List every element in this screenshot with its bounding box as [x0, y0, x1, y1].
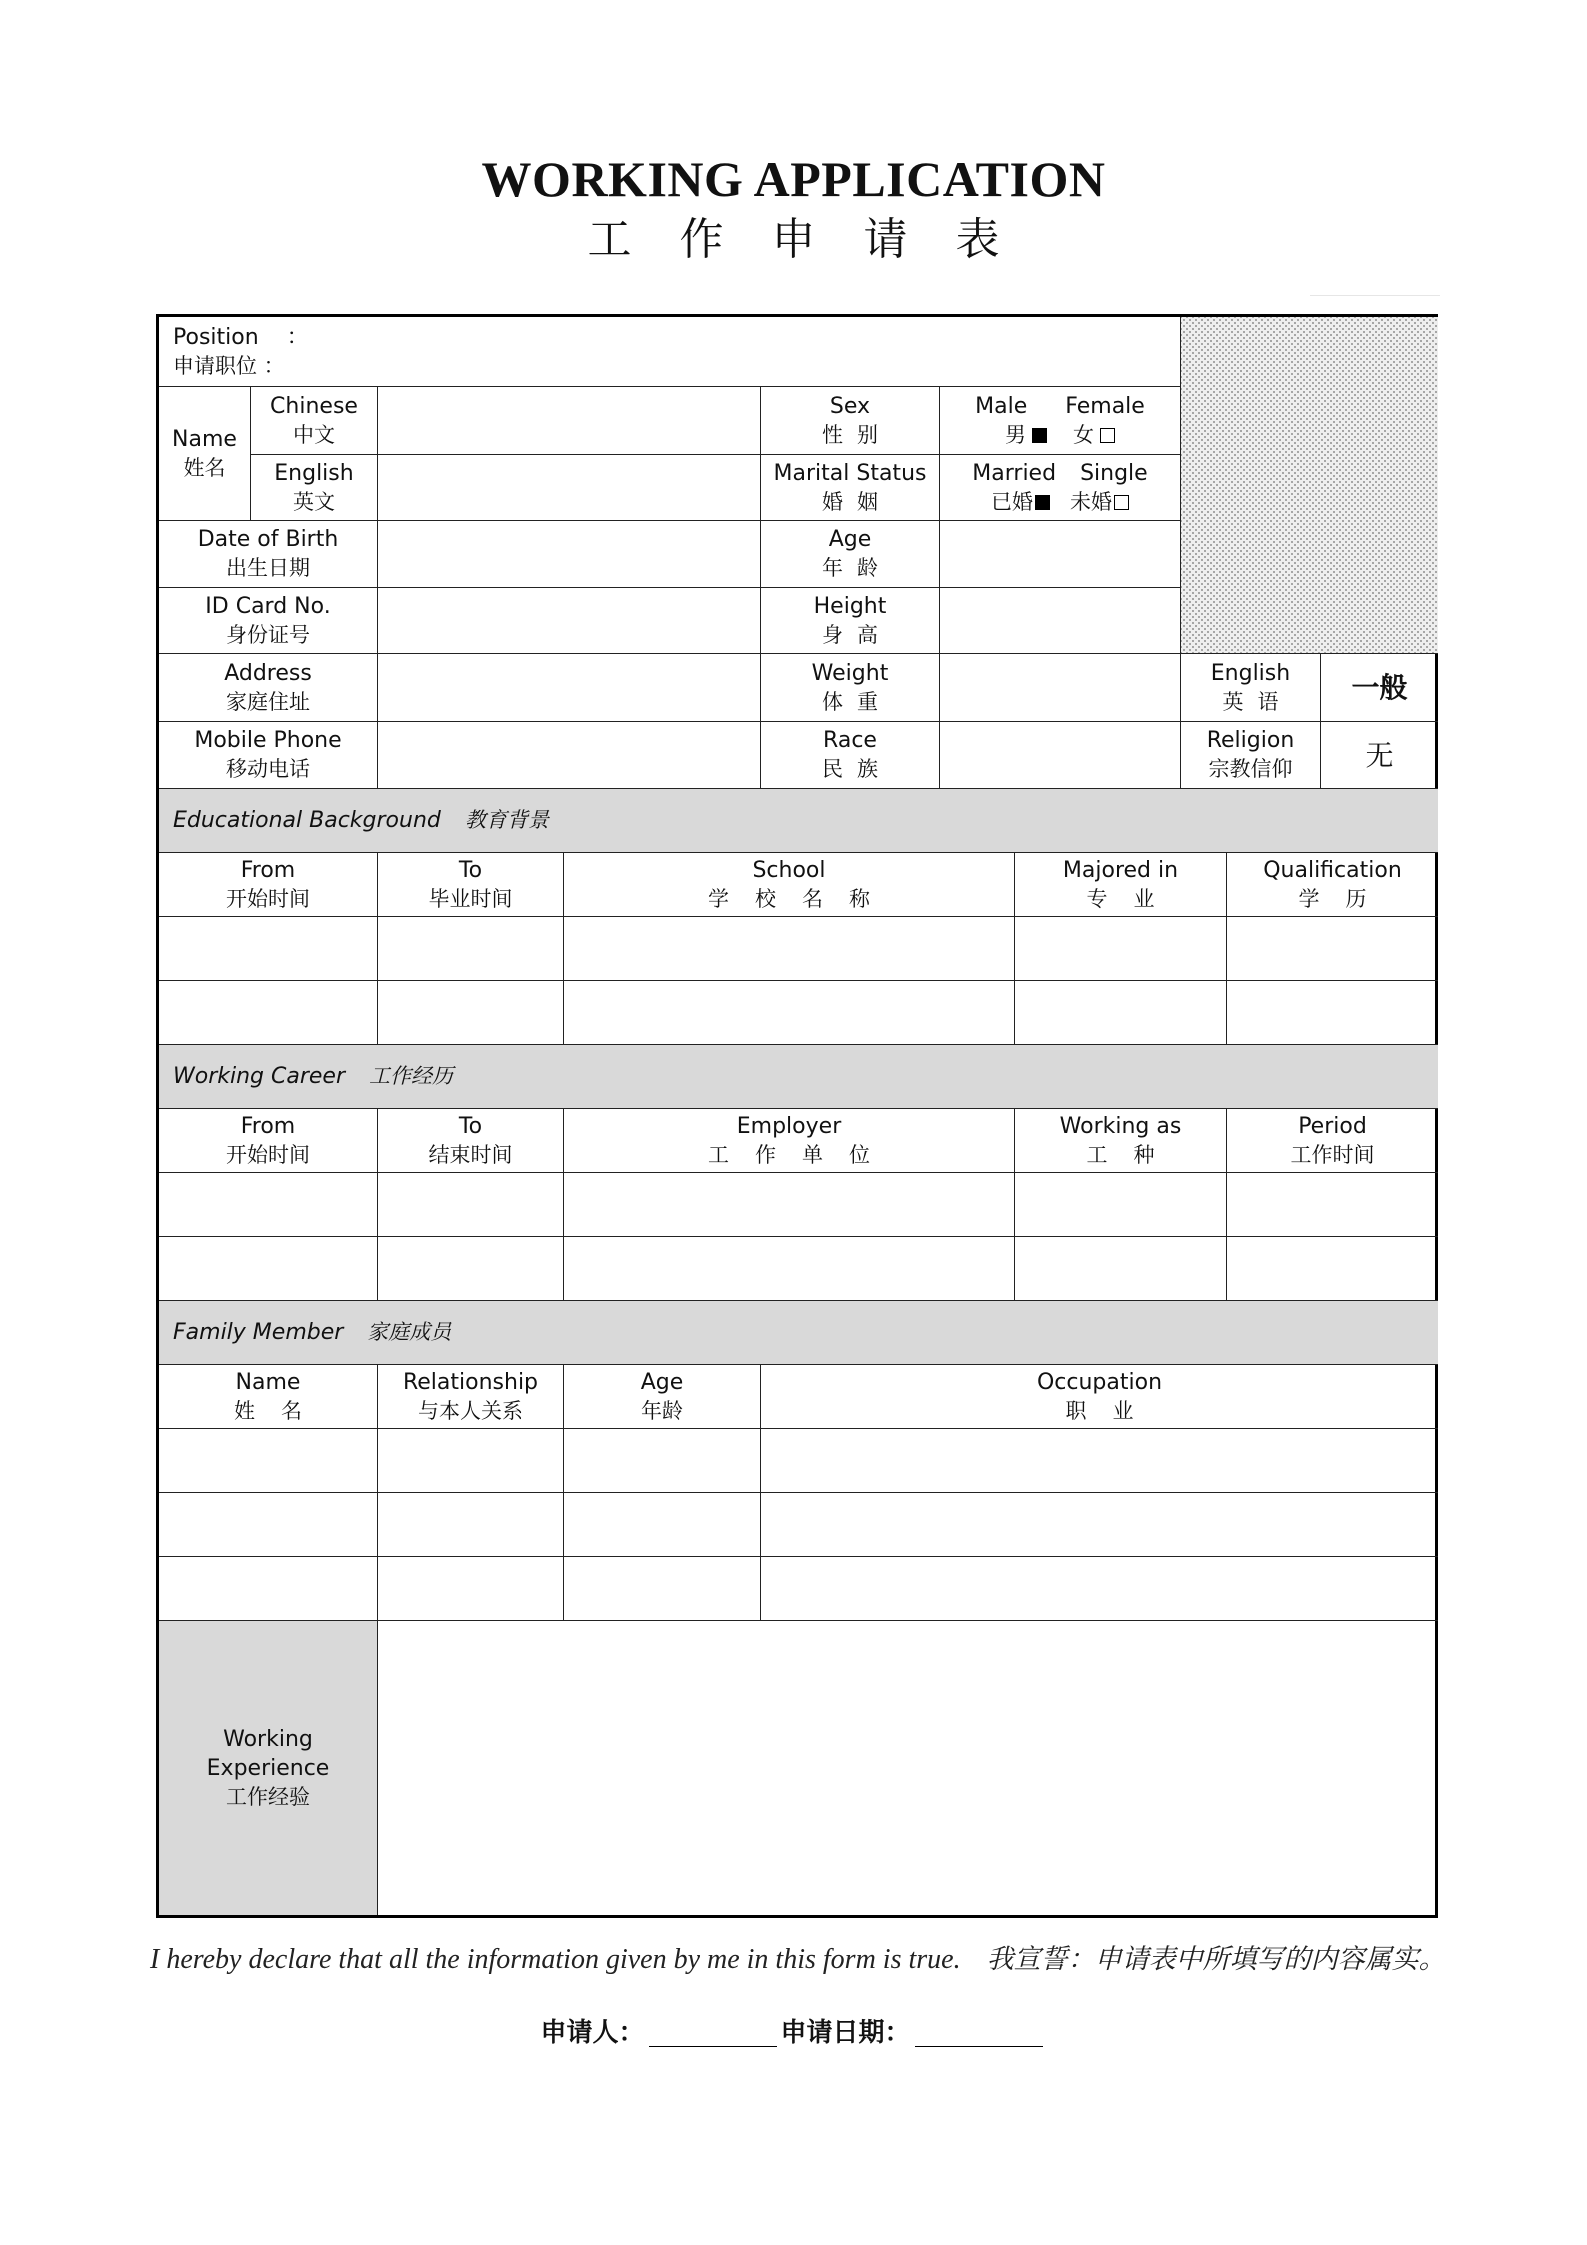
weight-input[interactable]	[939, 653, 1180, 721]
edu-col-major	[1014, 852, 1226, 916]
age-input[interactable]	[939, 520, 1180, 587]
religion-label-zh: 宗教信仰	[1208, 757, 1293, 781]
experience-label-zh: 工作经验	[226, 1784, 310, 1809]
height-label-zh: 身高	[822, 622, 892, 647]
edu-col-from-en: From	[240, 857, 296, 883]
checked-box-icon[interactable]	[1032, 428, 1047, 443]
age-label-zh: 年龄	[822, 556, 892, 580]
single-option[interactable]	[1070, 488, 1129, 517]
female-label-en: Female	[1065, 393, 1145, 419]
dob-label	[159, 520, 377, 587]
position-field[interactable]	[159, 317, 1180, 386]
career-row-1-period[interactable]	[1226, 1172, 1438, 1236]
marital-label	[760, 454, 939, 520]
photo-area[interactable]	[1180, 317, 1438, 653]
english-name-label	[250, 454, 377, 520]
edu-row-1-from[interactable]	[159, 916, 377, 980]
date-line[interactable]	[915, 2022, 1043, 2047]
age-label-en: Age	[828, 527, 872, 552]
signature-row	[0, 2012, 1587, 2049]
family-col-relationship	[377, 1364, 563, 1428]
age-label	[760, 520, 939, 587]
id-card-label-en: ID Card No.	[205, 593, 331, 619]
family-row-3-occupation[interactable]	[760, 1556, 1438, 1620]
family-col-occupation-en: Occupation	[1036, 1369, 1163, 1395]
edu-row-2-major[interactable]	[1014, 980, 1226, 1044]
edu-col-major-en: Majored in	[1062, 857, 1179, 883]
family-col-age-zh: 年龄	[641, 1398, 683, 1423]
family-title-en: Family Member	[173, 1320, 344, 1345]
career-section-header	[159, 1044, 1438, 1108]
family-row-3-relationship[interactable]	[377, 1556, 563, 1620]
height-label	[760, 587, 939, 653]
name-label	[159, 386, 250, 520]
family-col-occupation	[760, 1364, 1438, 1428]
chinese-name-label	[250, 386, 377, 454]
family-row-3-name[interactable]	[159, 1556, 377, 1620]
family-row-3-age[interactable]	[563, 1556, 760, 1620]
edu-col-qualification-en: Qualification	[1263, 857, 1402, 883]
sex-label-zh: 性别	[822, 422, 892, 447]
edu-row-2-school[interactable]	[563, 980, 1014, 1044]
family-row-1-occupation[interactable]	[760, 1428, 1438, 1492]
edu-col-from	[159, 852, 377, 916]
form-title-chinese: 工作申请表	[587, 214, 1048, 265]
male-label-en: Male	[975, 393, 1028, 419]
career-col-employer-zh: 工作单位	[708, 1142, 896, 1167]
family-row-1-age[interactable]	[563, 1428, 760, 1492]
career-col-from-zh: 开始时间	[226, 1142, 310, 1167]
english-level-value[interactable]: 一般	[1320, 653, 1438, 721]
sex-label-en: Sex	[829, 393, 871, 419]
family-col-age	[563, 1364, 760, 1428]
career-col-period-zh: 工作时间	[1290, 1142, 1375, 1167]
mobile-label-zh: 移动电话	[226, 757, 310, 781]
single-label-en: Single	[1080, 460, 1148, 486]
id-card-input[interactable]	[377, 587, 760, 653]
career-col-from	[159, 1108, 377, 1172]
family-col-age-en: Age	[640, 1369, 684, 1395]
english-level-label	[1180, 653, 1320, 721]
single-label-zh: 未婚	[1070, 489, 1112, 514]
family-section-header	[159, 1300, 1438, 1364]
marital-options	[939, 454, 1180, 520]
declaration-zh: 我宣誓：申请表中所填写的内容属实。	[986, 1944, 1446, 1975]
race-input[interactable]	[939, 721, 1180, 788]
edu-col-qualification	[1226, 852, 1438, 916]
edu-col-to	[377, 852, 563, 916]
english-level-label-en: English	[1210, 660, 1291, 686]
address-label-zh: 家庭住址	[226, 689, 310, 714]
career-title-zh: 工作经历	[369, 1064, 454, 1088]
family-row-2-age[interactable]	[563, 1492, 760, 1556]
race-label-en: Race	[823, 728, 877, 753]
weight-label-en: Weight	[811, 660, 889, 686]
married-label-zh: 已婚	[991, 489, 1033, 514]
mobile-label-en: Mobile Phone	[194, 728, 342, 753]
experience-label-en-1: Working	[223, 1726, 313, 1752]
family-col-name-zh: 姓名	[234, 1398, 328, 1423]
english-name-input[interactable]	[377, 454, 760, 520]
edu-row-1-major[interactable]	[1014, 916, 1226, 980]
career-col-working-as-en: Working as	[1059, 1113, 1182, 1139]
mobile-label	[159, 721, 377, 788]
edu-row-2-to[interactable]	[377, 980, 563, 1044]
education-title-en: Educational Background	[173, 808, 441, 833]
family-row-2-name[interactable]	[159, 1492, 377, 1556]
family-col-name	[159, 1364, 377, 1428]
edu-col-to-zh: 毕业时间	[428, 886, 513, 911]
edu-row-1-to[interactable]	[377, 916, 563, 980]
top-mark	[1310, 295, 1440, 296]
edu-col-to-en: To	[458, 857, 483, 883]
family-col-relationship-zh: 与本人关系	[418, 1398, 523, 1423]
career-col-period-en: Period	[1298, 1113, 1367, 1139]
education-section-header	[159, 788, 1438, 852]
edu-row-1-qualification[interactable]	[1226, 916, 1438, 980]
chinese-label-zh: 中文	[293, 422, 335, 447]
career-row-1-working-as[interactable]	[1014, 1172, 1226, 1236]
form-title-english: WORKING APPLICATION	[481, 151, 1106, 207]
edu-col-school	[563, 852, 1014, 916]
edu-row-1-school[interactable]	[563, 916, 1014, 980]
experience-input[interactable]	[377, 1620, 1438, 1915]
religion-value[interactable]: 无	[1320, 721, 1438, 788]
family-col-name-en: Name	[235, 1369, 301, 1395]
career-col-period	[1226, 1108, 1438, 1172]
career-row-2-to[interactable]	[377, 1236, 563, 1300]
marital-label-zh: 婚姻	[822, 489, 892, 514]
date-label: 申请日期：	[780, 2018, 911, 2048]
name-label-zh: 姓名	[183, 455, 226, 480]
male-label-zh: 男	[1005, 422, 1026, 447]
married-label-en: Married	[972, 460, 1057, 486]
declaration-en: I hereby declare that all the information given by me in this form is true.	[150, 1944, 961, 1975]
unchecked-box-icon[interactable]	[1100, 428, 1115, 443]
address-label-en: Address	[224, 660, 312, 686]
career-row-2-from[interactable]	[159, 1236, 377, 1300]
id-card-label-zh: 身份证号	[226, 622, 310, 647]
career-col-working-as-zh: 工种	[1086, 1142, 1181, 1167]
edu-col-school-en: School	[752, 857, 826, 883]
family-col-relationship-en: Relationship	[402, 1369, 539, 1395]
career-col-employer-en: Employer	[736, 1113, 842, 1139]
address-label	[159, 653, 377, 721]
edu-row-2-from[interactable]	[159, 980, 377, 1044]
height-label-en: Height	[813, 593, 887, 619]
edu-col-major-zh: 专业	[1086, 886, 1181, 911]
race-label-zh: 民族	[822, 757, 892, 781]
career-title-en: Working Career	[173, 1064, 346, 1089]
unchecked-box-icon[interactable]	[1114, 495, 1129, 510]
female-label-zh: 女	[1073, 422, 1094, 447]
religion-label-en: Religion	[1206, 728, 1295, 753]
chinese-name-input[interactable]	[377, 386, 760, 454]
edu-col-from-zh: 开始时间	[226, 886, 310, 911]
family-title-zh: 家庭成员	[367, 1320, 452, 1344]
family-row-2-occupation[interactable]	[760, 1492, 1438, 1556]
applicant-label: 申请人：	[540, 2018, 645, 2048]
english-label-en: English	[274, 460, 354, 486]
family-row-1-name[interactable]	[159, 1428, 377, 1492]
edu-col-qualification-zh: 学历	[1298, 886, 1393, 911]
career-row-2-working-as[interactable]	[1014, 1236, 1226, 1300]
male-option[interactable]	[1005, 421, 1047, 450]
mobile-input[interactable]	[377, 721, 760, 788]
married-option[interactable]	[991, 488, 1050, 517]
position-label-zh: 申请职位 ：	[173, 353, 285, 378]
address-input[interactable]	[377, 653, 760, 721]
female-option[interactable]	[1073, 421, 1115, 450]
career-col-to	[377, 1108, 563, 1172]
education-title-zh: 教育背景	[464, 808, 549, 832]
family-row-1-relationship[interactable]	[377, 1428, 563, 1492]
declaration	[150, 1937, 1450, 1976]
sex-label	[760, 386, 939, 454]
family-row-2-relationship[interactable]	[377, 1492, 563, 1556]
career-col-working-as	[1014, 1108, 1226, 1172]
checked-box-icon[interactable]	[1035, 495, 1050, 510]
career-row-1-employer[interactable]	[563, 1172, 1014, 1236]
chinese-label-en: Chinese	[270, 393, 358, 419]
family-col-occupation-zh: 职业	[1065, 1398, 1160, 1423]
experience-label	[159, 1620, 377, 1915]
edu-row-2-qualification[interactable]	[1226, 980, 1438, 1044]
applicant-signature-line[interactable]	[649, 2022, 777, 2047]
religion-label	[1180, 721, 1320, 788]
sex-options	[939, 386, 1180, 454]
race-label	[760, 721, 939, 788]
weight-label	[760, 653, 939, 721]
career-col-from-en: From	[240, 1113, 296, 1139]
name-label-en: Name	[172, 426, 237, 452]
career-col-employer	[563, 1108, 1014, 1172]
dob-input[interactable]	[377, 520, 760, 587]
english-level-label-zh: 英语	[1222, 689, 1293, 714]
experience-label-en-2: Experience	[206, 1755, 330, 1781]
career-col-to-en: To	[458, 1113, 483, 1139]
dob-label-en: Date of Birth	[197, 527, 339, 552]
career-col-to-zh: 结束时间	[428, 1142, 513, 1167]
english-label-zh: 英文	[293, 489, 335, 514]
marital-label-en: Marital Status	[773, 460, 927, 486]
career-row-1-to[interactable]	[377, 1172, 563, 1236]
position-label-en: Position ：	[173, 324, 309, 350]
career-row-2-employer[interactable]	[563, 1236, 1014, 1300]
application-form	[156, 314, 1438, 1918]
edu-col-school-zh: 学校名称	[708, 886, 896, 911]
weight-label-zh: 体重	[822, 689, 892, 714]
id-card-label	[159, 587, 377, 653]
dob-label-zh: 出生日期	[226, 556, 310, 580]
career-row-1-from[interactable]	[159, 1172, 377, 1236]
career-row-2-period[interactable]	[1226, 1236, 1438, 1300]
height-input[interactable]	[939, 587, 1180, 653]
